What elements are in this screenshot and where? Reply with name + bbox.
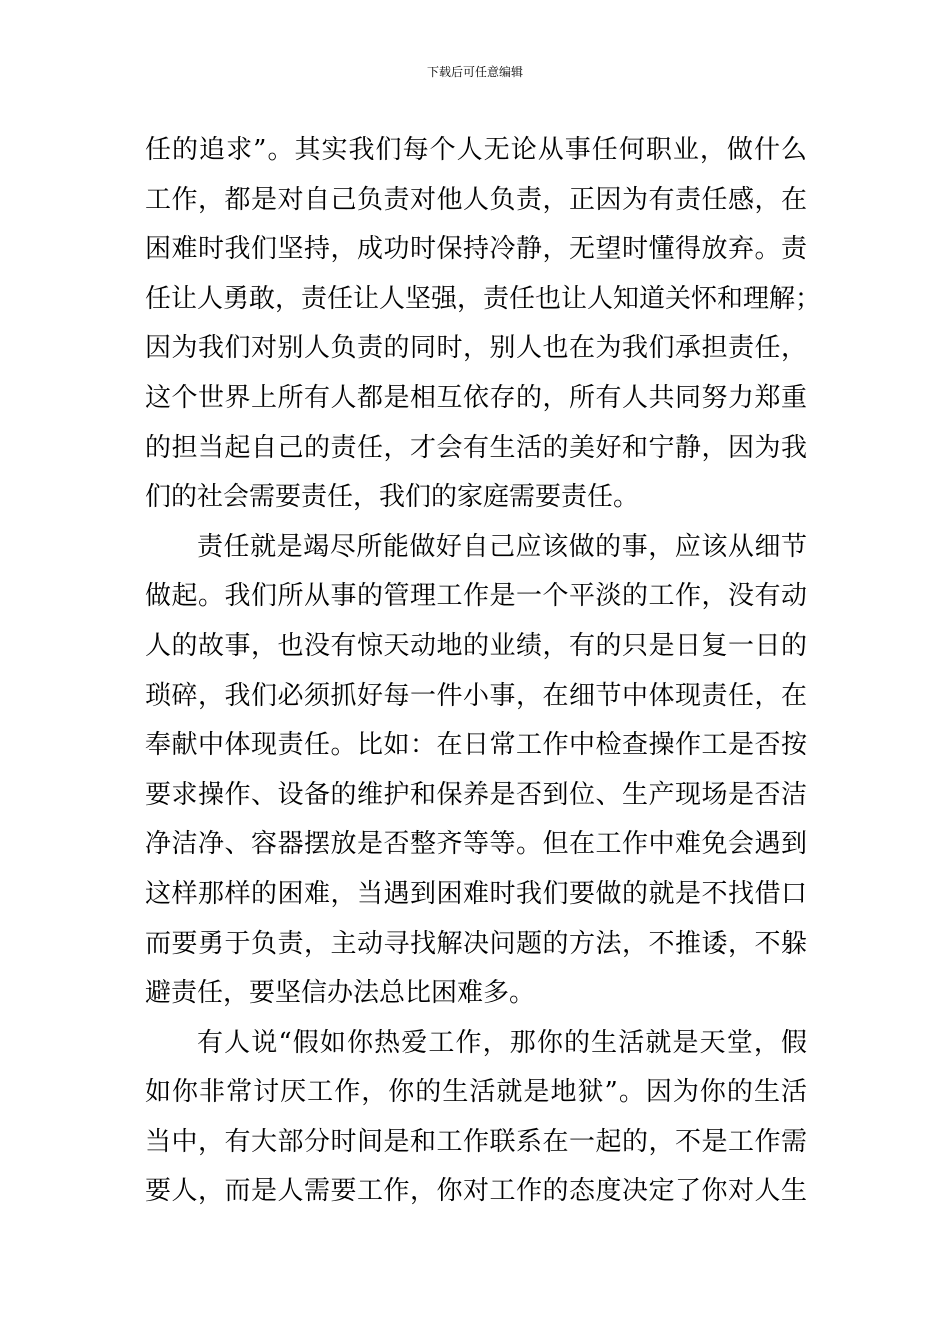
text-line: 这个世界上所有人都是相互依存的，所有人共同努力郑重 (145, 382, 807, 413)
text-line: 工作，都是对自己负责对他人负责，正因为有责任感，在 (145, 184, 807, 215)
paragraph-first-line: 有人说“假如你热爱工作，那你的生活就是天堂，假 (197, 1027, 807, 1058)
page-header: 下载后可任意编辑 (426, 65, 523, 79)
text-line: 任的追求”。其实我们每个人无论从事任何职业，做什么 (145, 135, 807, 165)
text-line: 奉献中体现责任。比如：在日常工作中检查操作工是否按 (145, 730, 807, 761)
text-line: 而要勇于负责，主动寻找解决问题的方法，不推诿，不躲 (145, 928, 807, 959)
text-line: 困难时我们坚持，成功时保持冷静，无望时懂得放弃。责 (145, 234, 807, 265)
body-text (145, 126, 822, 1217)
text-line: 任让人勇敢，责任让人坚强，责任也让人知道关怀和理解； (145, 283, 822, 314)
text-line: 的担当起自己的责任，才会有生活的美好和宁静，因为我 (145, 432, 807, 463)
text-line: 避责任，要坚信办法总比困难多。 (145, 978, 536, 1009)
text-line: 如你非常讨厌工作，你的生活就是地狱”。因为你的生活 (145, 1077, 807, 1108)
text-line: 人的故事，也没有惊天动地的业绩，有的只是日复一日的 (145, 630, 807, 661)
text-line: 当中，有大部分时间是和工作联系在一起的，不是工作需 (145, 1126, 807, 1157)
text-line: 净洁净、容器摆放是否整齐等等。但在工作中难免会遇到 (145, 829, 807, 860)
text-line: 们的社会需要责任，我们的家庭需要责任。 (145, 482, 640, 513)
text-line: 做起。我们所从事的管理工作是一个平淡的工作，没有动 (145, 581, 807, 612)
text-line: 琐碎，我们必须抓好每一件小事，在细节中体现责任，在 (145, 680, 807, 711)
text-line: 要人，而是人需要工作，你对工作的态度决定了你对人生 (145, 1176, 807, 1207)
text-line: 因为我们对别人负责的同时，别人也在为我们承担责任， (145, 333, 807, 364)
paragraph-first-line: 责任就是竭尽所能做好自己应该做的事，应该从细节 (197, 531, 807, 562)
text-line: 这样那样的困难，当遇到困难时我们要做的就是不找借口 (145, 878, 807, 909)
text-line: 要求操作、设备的维护和保养是否到位、生产现场是否洁 (145, 779, 807, 810)
